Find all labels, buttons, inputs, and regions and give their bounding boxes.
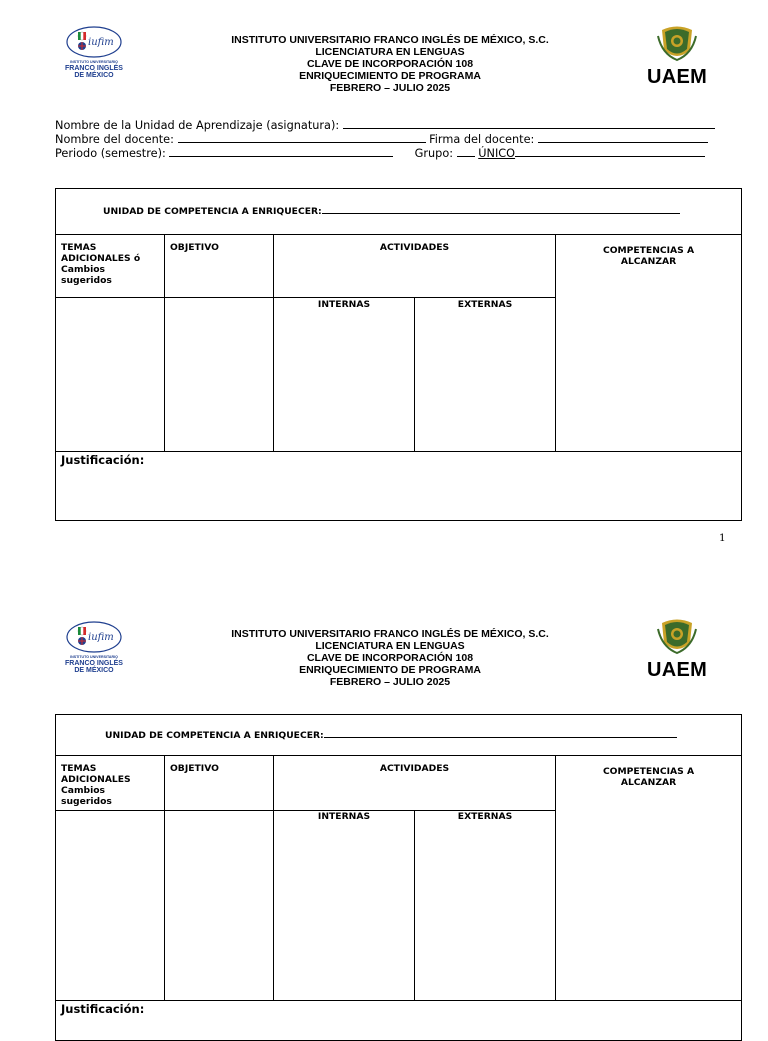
- temas-input-cell[interactable]: [56, 298, 165, 452]
- svg-text:iufim: iufim: [88, 632, 114, 643]
- docente-label: Nombre del docente:: [55, 133, 174, 146]
- header-line: LICENCIATURA EN LENGUAS: [315, 46, 465, 58]
- iufim-logo: [58, 619, 130, 679]
- justificacion-cell[interactable]: [56, 1001, 742, 1041]
- grupo-value: ÚNICO: [478, 147, 516, 160]
- iufim-emblem-icon: [58, 619, 130, 675]
- objetivo-label: OBJETIVO: [170, 242, 219, 253]
- firma-label: Firma del docente:: [429, 133, 535, 146]
- competencias-label: COMPETENCIAS A ALCANZAR: [602, 766, 695, 788]
- iufim-emblem-icon: [58, 24, 130, 80]
- svg-text:FRANCO INGLÉS: FRANCO INGLÉS: [65, 65, 123, 72]
- objetivo-label: OBJETIVO: [170, 763, 219, 774]
- temas-label: TEMAS ADICIONALES Cambios sugeridos: [61, 763, 131, 807]
- form-page-2: [0, 595, 768, 1024]
- uaem-logo: [640, 617, 714, 683]
- iufim-logo: [58, 24, 130, 84]
- competencias-header[interactable]: [556, 756, 742, 1001]
- unidad-competencia-cell[interactable]: [56, 189, 742, 235]
- firma-field[interactable]: [538, 133, 708, 143]
- periodo-label: Periodo (semestre):: [55, 147, 166, 160]
- uaem-shield-icon: [640, 24, 714, 64]
- enriquecimiento-table: [55, 188, 742, 521]
- externas-label: EXTERNAS: [457, 299, 513, 310]
- header-line: ENRIQUECIMIENTO DE PROGRAMA: [299, 664, 481, 676]
- header-line: CLAVE DE INCORPORACIÓN 108: [306, 58, 474, 70]
- internas-label: INTERNAS: [317, 811, 371, 822]
- temas-label: TEMAS ADICIONALES ó Cambios sugeridos: [61, 242, 141, 286]
- actividades-label: ACTIVIDADES: [379, 763, 450, 774]
- svg-text:INSTITUTO UNIVERSITARIO: INSTITUTO UNIVERSITARIO: [70, 655, 118, 659]
- temas-input-cell[interactable]: [56, 811, 165, 1001]
- objetivo-header: [165, 235, 274, 298]
- objetivo-input-cell[interactable]: [165, 298, 274, 452]
- svg-text:DE MÉXICO: DE MÉXICO: [74, 72, 114, 79]
- actividades-label: ACTIVIDADES: [379, 242, 450, 253]
- header-line: ENRIQUECIMIENTO DE PROGRAMA: [299, 70, 481, 82]
- uaem-wordmark: UAEM: [646, 659, 708, 681]
- objetivo-input-cell[interactable]: [165, 811, 274, 1001]
- internas-cell[interactable]: [274, 811, 415, 1001]
- header-line: INSTITUTO UNIVERSITARIO FRANCO INGLÉS DE MÉXICO, S.C.: [231, 34, 549, 46]
- unidad-competencia-cell[interactable]: [56, 715, 742, 756]
- competencias-header[interactable]: [556, 235, 742, 452]
- justificacion-label: Justificación:: [61, 1002, 145, 1016]
- internas-cell[interactable]: [274, 298, 415, 452]
- svg-text:FRANCO INGLÉS: FRANCO INGLÉS: [65, 660, 123, 667]
- internas-label: INTERNAS: [317, 299, 371, 310]
- competencias-label: COMPETENCIAS A ALCANZAR: [602, 245, 695, 267]
- periodo-row: [55, 147, 715, 161]
- grupo-blank[interactable]: [457, 147, 475, 157]
- header-line: INSTITUTO UNIVERSITARIO FRANCO INGLÉS DE MÉXICO, S.C.: [231, 628, 549, 640]
- unidad-competencia-label: UNIDAD DE COMPETENCIA A ENRIQUECER:: [105, 729, 324, 741]
- asignatura-label: Nombre de la Unidad de Aprendizaje (asignatura):: [55, 119, 340, 132]
- periodo-field[interactable]: [169, 147, 393, 157]
- header-line: FEBRERO – JULIO 2025: [329, 676, 451, 688]
- objetivo-header: [165, 756, 274, 811]
- temas-header: [56, 756, 165, 811]
- docente-field[interactable]: [178, 133, 426, 143]
- unidad-competencia-field[interactable]: [322, 206, 680, 214]
- externas-label: EXTERNAS: [457, 811, 513, 822]
- uaem-shield-icon: [640, 617, 714, 657]
- document-fields: [55, 119, 715, 161]
- justificacion-cell[interactable]: [56, 452, 742, 521]
- asignatura-field[interactable]: [343, 119, 715, 129]
- unidad-competencia-label: UNIDAD DE COMPETENCIA A ENRIQUECER:: [103, 206, 322, 217]
- header-line: LICENCIATURA EN LENGUAS: [315, 640, 465, 652]
- svg-text:DE MÉXICO: DE MÉXICO: [74, 667, 114, 674]
- uaem-logo: [640, 24, 714, 90]
- temas-header: [56, 235, 165, 298]
- docente-row: [55, 133, 715, 147]
- page-number: 1: [719, 532, 726, 544]
- grupo-label: Grupo:: [414, 147, 454, 160]
- justificacion-label: Justificación:: [61, 453, 145, 467]
- header-line: CLAVE DE INCORPORACIÓN 108: [306, 652, 474, 664]
- externas-cell[interactable]: [415, 298, 556, 452]
- actividades-header: [274, 235, 556, 298]
- unidad-competencia-field[interactable]: [324, 730, 677, 738]
- asignatura-row: [55, 119, 715, 133]
- svg-text:iufim: iufim: [88, 37, 114, 48]
- actividades-header: [274, 756, 556, 811]
- enriquecimiento-table: [55, 714, 742, 1041]
- svg-text:INSTITUTO UNIVERSITARIO: INSTITUTO UNIVERSITARIO: [70, 60, 118, 64]
- header-line: FEBRERO – JULIO 2025: [329, 82, 451, 94]
- externas-cell[interactable]: [415, 811, 556, 1001]
- document-header: [200, 628, 580, 688]
- grupo-field[interactable]: [515, 147, 705, 157]
- document-header: [200, 34, 580, 94]
- uaem-wordmark: UAEM: [646, 66, 708, 88]
